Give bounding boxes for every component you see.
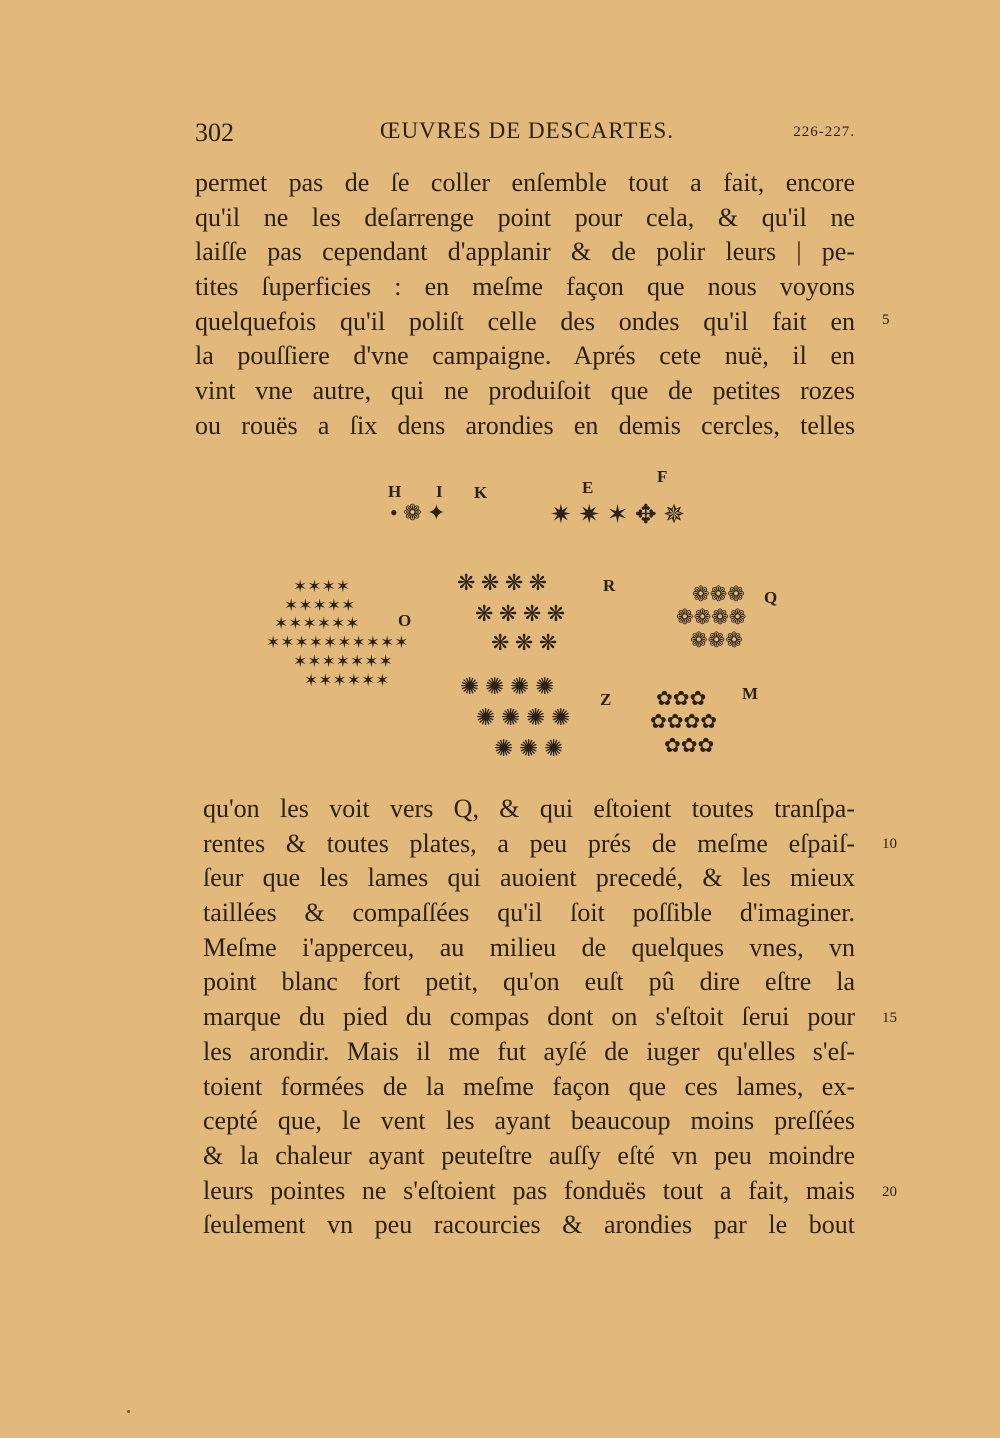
text-line: Meſme i'apperceu, au milieu de quelques vnes, vn — [203, 932, 855, 962]
figure-label-k: K — [474, 483, 488, 502]
crystal-row-q2: ❁❁❁❁ — [676, 605, 747, 629]
text-line: qu'on les voit vers Q, & qui eſtoient toutes tranſpa- — [203, 794, 855, 823]
crystal-row-q1: ❁❁❁ — [692, 582, 745, 606]
crystal-row-o6: ✶✶✶✶✶✶ — [304, 671, 390, 690]
figure-label-h: H — [388, 482, 402, 501]
crystal-row-m2: ✿✿✿✿ — [650, 711, 718, 733]
text-line: la pouſſiere d'vne campaigne. Aprés cete nuë, il en — [195, 341, 855, 371]
crystal-row-o2: ✶✶✶✶✶ — [284, 596, 356, 615]
text-line: & la chaleur ayant peuteſtre auſſy eſté vn peu moindre — [203, 1140, 855, 1170]
crystal-row-q3: ❁❁❁ — [690, 628, 743, 652]
line-number-15: 15 — [882, 1010, 897, 1026]
figure-label-o: O — [398, 611, 412, 630]
crystal-row-z3: ✺ ✺ ✺ — [494, 736, 564, 761]
text-line: point blanc fort petit, qu'on euſt pû dire eſtre la — [203, 967, 855, 997]
figure-label-f: F — [657, 467, 668, 486]
text-line: marque du pied du compas dont on s'eſtoit ſerui pour — [203, 1002, 855, 1032]
crystal-row-o1: ✶✶✶✶ — [293, 577, 350, 596]
paper-speck — [127, 1410, 130, 1413]
figure-label-e: E — [582, 478, 594, 497]
crystal-row-o4: ✶✶✶✶✶✶✶✶✶✶ — [266, 633, 409, 652]
crystal-row-r1: ❋ ❋ ❋ ❋ — [457, 570, 548, 595]
text-line: taillées & compaſſées qu'il ſoit poſſible d'imaginer. — [203, 898, 855, 928]
text-line: ſeulement vn peu racourcies & arondies par le bout — [203, 1210, 855, 1240]
running-header — [195, 118, 855, 152]
crystal-row-o5: ✶✶✶✶✶✶✶ — [293, 652, 393, 671]
text-line: cepté que, le vent les ayant beaucoup moins preſſées — [203, 1106, 855, 1136]
text-line: vint vne autre, qui ne produiſoit que de petites rozes — [195, 376, 855, 406]
crystal-row-z2: ✺ ✺ ✺ ✺ — [476, 705, 571, 730]
crystal-row-ef: ✷ ✷ ✶ ✥ ✵ — [550, 500, 685, 529]
crystal-row-r2: ❋ ❋ ❋ ❋ — [475, 601, 566, 626]
figure-label-r: R — [603, 576, 616, 595]
text-line: ſeur que les lames qui auoient precedé, & les mieux — [203, 863, 855, 893]
text-line: permet pas de ſe coller enſemble tout a fait, encore — [195, 168, 855, 197]
line-number-20: 20 — [882, 1184, 897, 1200]
crystal-row-hik: • ❁ ✦ — [390, 500, 446, 525]
text-line: rentes & toutes plates, a peu prés de meſme eſpaiſ- — [203, 828, 855, 858]
text-block-top — [195, 166, 855, 444]
page-number: 302 — [195, 118, 234, 147]
text-line: toient formées de la meſme façon que ces lames, ex- — [203, 1071, 855, 1101]
text-line: les arondir. Mais il me fut ayſé de iuger qu'elles s'eſ- — [203, 1036, 855, 1066]
figure-label-q: Q — [764, 588, 778, 607]
section-reference: 226-227. — [793, 124, 855, 140]
text-line: qu'il ne les deſarrenge point pour cela, & qu'il ne — [195, 202, 855, 232]
crystal-row-m1: ✿✿✿ — [656, 688, 707, 710]
figure-label-m: M — [742, 684, 759, 703]
text-line: laiſſe pas cependant d'applanir & de polir leurs | pe- — [195, 237, 855, 267]
line-number-5: 5 — [882, 312, 890, 328]
crystal-row-z1: ✺ ✺ ✺ ✺ — [460, 674, 555, 699]
running-title: ŒUVRES DE DESCARTES. — [380, 118, 675, 143]
crystal-row-r3: ❋ ❋ ❋ — [491, 630, 558, 655]
text-line: ou rouës a ſix dens arondies en demis cercles, telles — [195, 410, 855, 440]
text-line: quelquefois qu'il poliſt celle des ondes qu'il fait en — [195, 306, 855, 336]
figure-label-i: I — [436, 482, 443, 501]
figure-label-z: Z — [600, 690, 612, 709]
crystal-row-o3: ✶✶✶✶✶✶ — [274, 614, 360, 633]
line-number-10: 10 — [882, 836, 897, 852]
crystal-row-m3: ✿✿✿ — [664, 735, 715, 757]
text-block-bottom — [203, 792, 855, 1243]
text-line: leurs pointes ne s'eſtoient pas fonduës tout a fait, mais — [203, 1175, 855, 1205]
text-line: tites ſuperficies : en meſme façon que nous voyons — [195, 272, 855, 302]
